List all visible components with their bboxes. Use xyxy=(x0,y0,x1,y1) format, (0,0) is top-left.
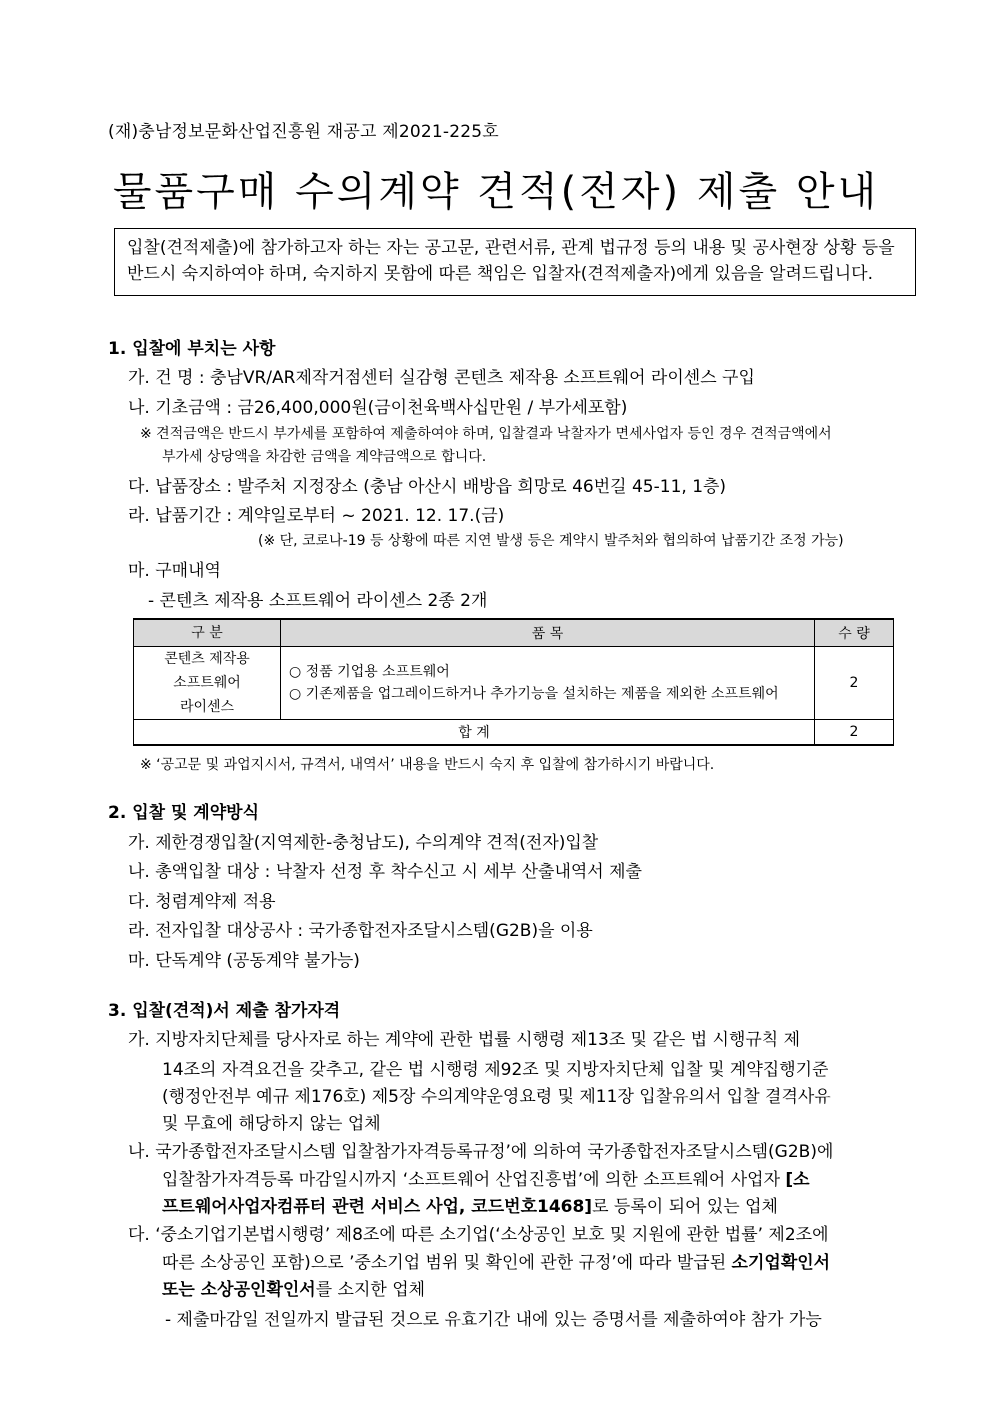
purchase-table xyxy=(133,618,894,746)
document-title: 물품구매 수의계약 견적(전자) 제출 안내 xyxy=(112,169,880,215)
note-line: ※ ‘공고문 및 과업지시서, 규격서, 내역서’ 내용을 반드시 숙지 후 입찰에 참가하시기 바랍니다. xyxy=(140,757,715,773)
section-heading: 1. 입찰에 부치는 사항 xyxy=(108,339,276,359)
note-line: 부가세 상당액을 차감한 금액을 계약금액으로 합니다. xyxy=(162,449,487,465)
text-run-bold: 또는 소상공인확인서 xyxy=(162,1280,316,1300)
item-line: 다. ‘중소기업기본법시행령’ 제8조에 따른 소기업(‘소상공인 보호 및 지원에 관한 법률’ 제2조에 xyxy=(128,1225,829,1245)
text-run-bold: [소 xyxy=(785,1170,810,1190)
quantity-cell: 2 xyxy=(815,647,894,720)
item-line xyxy=(162,1165,810,1190)
table-header: 수 량 xyxy=(815,619,894,647)
text-run: 입찰참가자격등록 마감일시까지 ‘소프트웨어 산업진흥법’에 의한 소프트웨어 사업자 xyxy=(162,1170,786,1190)
category-line: 콘텐츠 제작용 xyxy=(164,651,250,667)
note-line: ※ 견적금액은 반드시 부가세를 포함하여 제출하여야 하며, 입찰결과 낙찰자가 면세사업자 등인 경우 견적금액에서 xyxy=(140,426,832,442)
text-run-bold: 프트웨어사업자컴퓨터 관련 서비스 사업, 코드번호1468] xyxy=(162,1197,593,1217)
category-cell xyxy=(134,647,281,720)
table-row xyxy=(134,647,894,720)
notice-line: 입찰(견적제출)에 참가하고자 하는 자는 공고문, 관련서류, 관계 법규정 등의 내용 및 공사현장 상황 등을 xyxy=(127,238,895,258)
item-line: 라. 납품기간 : 계약일로부터 ~ 2021. 12. 17.(금) xyxy=(128,506,505,526)
table-total-row xyxy=(134,720,894,746)
text-run: 따른 소상공인 포함)으로 ’중소기업 범위 및 확인에 관한 규정’에 따라 발급된 xyxy=(162,1253,732,1273)
item-line: 마. 구매내역 xyxy=(128,561,221,581)
note-line: (※ 단, 코로나-19 등 상황에 따른 지연 발생 등은 계약시 발주처와 협의하여 납품기간 조정 가능) xyxy=(258,533,844,549)
item-line: - 콘텐츠 제작용 소프트웨어 라이센스 2종 2개 xyxy=(148,591,488,611)
section-heading: 2. 입찰 및 계약방식 xyxy=(108,803,259,823)
text-run: 를 소지한 업체 xyxy=(315,1280,426,1300)
total-label: 합 계 xyxy=(134,720,815,746)
item-cell xyxy=(281,647,815,720)
table-header: 품 목 xyxy=(281,619,815,647)
item-line: 나. 국가종합전자조달시스템 입찰참가자격등록규정’에 의하여 국가종합전자조달시스템(G2B)에 xyxy=(128,1142,834,1162)
item-line: 나. 총액입찰 대상 : 낙찰자 선정 후 착수신고 시 세부 산출내역서 제출 xyxy=(128,862,642,882)
item-line: 라. 전자입찰 대상공사 : 국가종합전자조달시스템(G2B)을 이용 xyxy=(128,921,593,941)
item-line: (행정안전부 예규 제176호) 제5장 수의계약운영요령 및 제11장 입찰유의서 입찰 결격사유 xyxy=(162,1087,831,1107)
table-header-row xyxy=(134,619,894,647)
notice-line: 반드시 숙지하여야 하며, 숙지하지 못함에 따른 책임은 입찰자(견적제출자)에게 있음을 알려드립니다. xyxy=(127,264,874,284)
announcement-number: (재)충남정보문화산업진흥원 재공고 제2021-225호 xyxy=(108,122,499,142)
item-line: - 제출마감일 전일까지 발급된 것으로 유효기간 내에 있는 증명서를 제출하여야 참가 가능 xyxy=(165,1310,822,1330)
text-run: 로 등록이 되어 있는 업체 xyxy=(592,1197,778,1217)
item-line xyxy=(162,1275,425,1300)
category-line: 소프트웨어 xyxy=(173,675,241,691)
text-run-bold: 소기업확인서 xyxy=(731,1253,831,1273)
item-line xyxy=(162,1248,830,1273)
item-line: 다. 납품장소 : 발주처 지정장소 (충남 아산시 배방읍 희망로 46번길 45-11, 1층) xyxy=(128,477,727,497)
table-header: 구 분 xyxy=(134,619,281,647)
section-heading: 3. 입찰(견적)서 제출 참가자격 xyxy=(108,1001,341,1021)
notice-box xyxy=(114,228,916,296)
item-line: 가. 건 명 : 충남VR/AR제작거점센터 실감형 콘텐츠 제작용 소프트웨어 라이센스 구입 xyxy=(128,368,755,388)
item-line: 가. 제한경쟁입찰(지역제한-충청남도), 수의계약 견적(전자)입찰 xyxy=(128,833,599,853)
item-entry: ○ 정품 기업용 소프트웨어 xyxy=(289,664,450,680)
item-line: 나. 기초금액 : 금26,400,000원(금이천육백사십만원 / 부가세포함) xyxy=(128,398,628,418)
item-line: 및 무효에 해당하지 않는 업체 xyxy=(162,1114,381,1134)
category-line: 라이센스 xyxy=(179,699,235,715)
item-entry: ○ 기존제품을 업그레이드하거나 추가기능을 설치하는 제품을 제외한 소프트웨어 xyxy=(289,686,779,702)
total-quantity: 2 xyxy=(815,720,894,746)
item-line: 다. 청렴계약제 적용 xyxy=(128,892,276,912)
item-line: 가. 지방자치단체를 당사자로 하는 계약에 관한 법률 시행령 제13조 및 같은 법 시행규칙 제 xyxy=(128,1030,801,1050)
item-line xyxy=(162,1192,778,1217)
item-line: 마. 단독계약 (공동계약 불가능) xyxy=(128,951,360,971)
item-line: 14조의 자격요건을 갖추고, 같은 법 시행령 제92조 및 지방자치단체 입찰 및 계약집행기준 xyxy=(162,1060,829,1080)
